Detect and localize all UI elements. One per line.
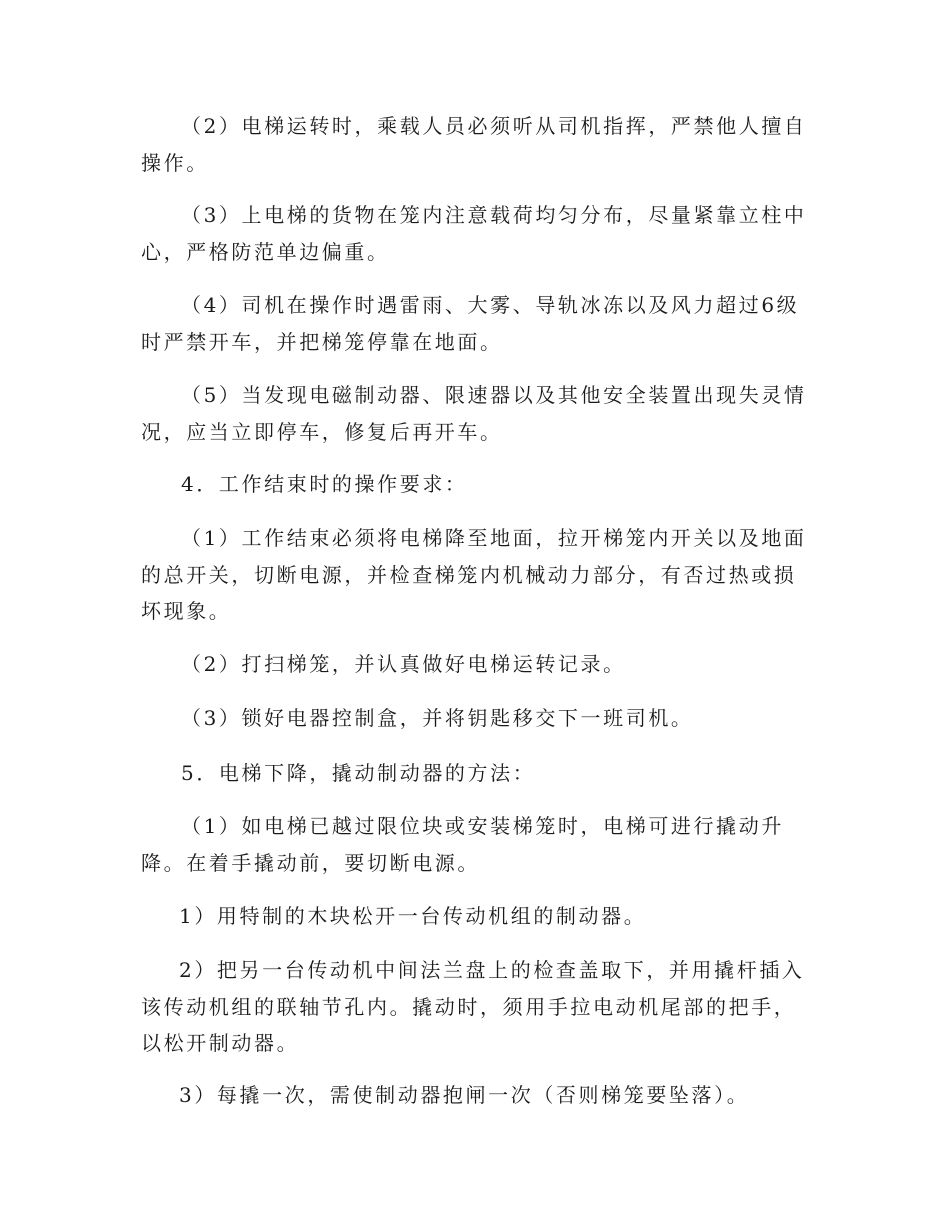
step-wood-block: 1）用特制的木块松开一台传动机组的制动器。 [179, 904, 647, 928]
step-brake-each-pry: 3）每撬一次，需使制动器抱闸一次（否则梯笼要坠落）。 [179, 1083, 750, 1107]
paragraph-cargo-load: （3）上电梯的货物在笼内注意载荷均匀分布，尽量紧靠立柱中心，严格防范单边偏重。 [141, 203, 807, 264]
paragraph-power-off: （1）工作结束必须将电梯降至地面，拉开梯笼内开关以及地面的总开关，切断电源，并检查梯笼内机械动力部分，有否过热或损坏现象。 [141, 526, 807, 623]
step-pry-bar: 2）把另一台传动机中间法兰盘上的检查盖取下，并用撬杆插入该传动机组的联轴节孔内。撬动时，须用手拉电动机尾部的把手，以松开制动器。 [141, 958, 805, 1055]
paragraph-clean-cage: （2）打扫梯笼，并认真做好电梯运转记录。 [181, 652, 626, 676]
section-heading-end-of-work: 4．工作结束时的操作要求： [181, 472, 468, 496]
paragraph-lock-control-box: （3）锁好电器控制盒，并将钥匙移交下一班司机。 [181, 706, 694, 730]
paragraph-elevator-operation: （2）电梯运转时，乘载人员必须听从司机指挥，严禁他人擅自操作。 [141, 114, 807, 175]
section-heading-brake-prying: 5．电梯下降，撬动制动器的方法： [181, 761, 536, 785]
paragraph-prying-lift: （1）如电梯已越过限位块或安装梯笼时，电梯可进行撬动升降。在着手撬动前，要切断电源。 [141, 814, 784, 875]
paragraph-safety-device-failure: （5）当发现电磁制动器、限速器以及其他安全装置出现失灵情况，应当立即停车，修复后再开车。 [141, 383, 807, 444]
paragraph-weather-stop: （4）司机在操作时遇雷雨、大雾、导轨冰冻以及风力超过6级时严禁开车，并把梯笼停靠在地面。 [141, 293, 800, 354]
